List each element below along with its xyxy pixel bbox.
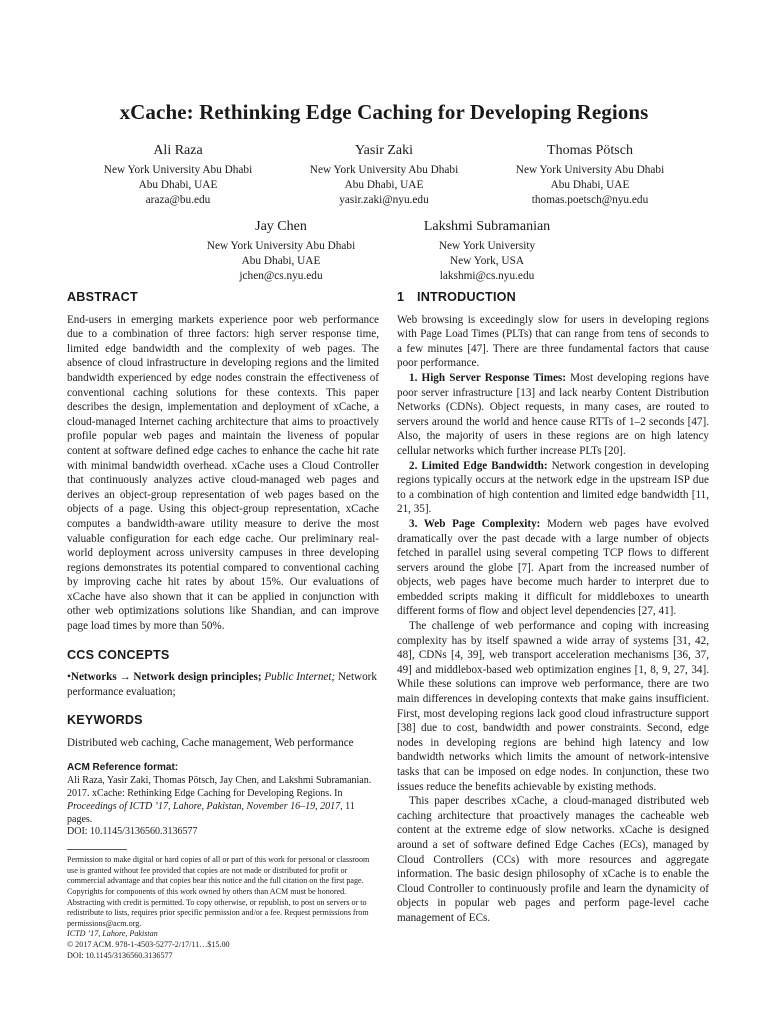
author-email[interactable]: thomas.poetsch@nyu.edu <box>531 194 649 207</box>
permission-venue: ICTD ’17, Lahore, Pakistan <box>67 929 158 939</box>
acm-ref-citation: Ali Raza, Yasir Zaki, Thomas Pötsch, Jay Chen, and Lakshmi Subramanian. 2017. xCache: Rethinking Edge Caching for Developing Regions. In <box>67 775 372 800</box>
factor-3-text: Modern web pages have evolved dramatically over the past decade with a large number of objects fetched in parallel using several competing TCP flows to different servers around the globe [7]. Apart from the increased number of objects, web pages have become much harder to interpret due to embedded scripts making it difficult for middleboxes to unearth different forms of flow and object level dependencies [27, 41]. <box>397 517 709 618</box>
author-affiliation: New York University Abu Dhabi <box>515 164 665 176</box>
ccs-italic: Public Internet; <box>264 671 336 684</box>
author-affiliation: New York University Abu Dhabi <box>103 164 253 176</box>
section-title: INTRODUCTION <box>417 290 516 304</box>
author-location: New York, USA <box>449 255 525 268</box>
author-location: Abu Dhabi, UAE <box>344 179 424 192</box>
factor-1-text: Most developing regions have poor server infrastructure [13] and lack nearby Content Distribution Networks (CDNs). Object requests, in many cases, are routed to servers around the world and hence cause RTTs of 1–2 seconds [47]. Also, the majority of users in these regions are on high latency cellular networks which further increase PLTs [20]. <box>397 371 709 457</box>
acm-ref-pages: 11 pages. <box>67 800 355 825</box>
author-block <box>68 142 288 209</box>
author-name: Lakshmi Subramanian <box>423 219 551 234</box>
footnote-rule <box>67 849 127 850</box>
intro-paragraph: The challenge of web performance and coping with increasing complexity has by itself spawned a wide array of systems [31, 42, 48], CDNs [4, 39], web transport acceleration mechanisms [36, 37, 49] and middlebox-based web optimization engines [1, 8, 9, 27, 34]. While these solutions can improve web performance, there are two main differences in developing contexts that make gains insufficient. First, most developing regions lack good cloud infrastructure support [38] due to cost, bandwidth and power constraints. Second, edge nodes in developing regions are behind high latency and low bandwidth networks which limits the amount of network-intensive tasks that can be imposed on edge nodes. In conjunction, these two issues reduce the benefits achievable by existing methods. <box>397 620 709 793</box>
author-block <box>480 142 700 209</box>
ccs-text <box>67 670 379 699</box>
author-affiliation: New York University Abu Dhabi <box>309 164 459 176</box>
left-column <box>67 290 379 961</box>
permission-doi[interactable]: DOI: 10.1145/3136560.3136577 <box>67 950 173 960</box>
keywords-heading: KEYWORDS <box>67 713 143 728</box>
author-location: Abu Dhabi, UAE <box>241 255 321 268</box>
author-block <box>171 218 391 285</box>
author-location: Abu Dhabi, UAE <box>550 179 630 192</box>
abstract-text: End-users in emerging markets experience poor web performance due to a combination of three factors: high server response time, limited edge bandwidth and the complexity of web pages. The absence of cloud infrastructure in developing regions and the limited bandwidth experienced by edge nodes constrain the effectiveness of conventional caching solutions for these contexts. This paper describes the design, implementation and deployment of xCache, a cloud-managed Internet caching architecture that aims to proactively profile popular web pages and maintain the liveness of popular content at software defined edge caches to enhance the cache hit rate with minimal bandwidth overhead. xCache uses a Cloud Controller that continuously analyzes active cloud-managed web pages and derives an object-group representation of web pages based on the objects of a page. Using this object-group representation, xCache computes a bandwidth-aware utility measure to derive the most valuable configuration for each edge cache. Our preliminary real-world deployment across university campuses in three developing regions demonstrates its potential compared to conventional caching by improving cache hit rates by about 15%. Our evaluations of xCache have also shown that it can be applied in conjunction with other web optimizations solutions like Shandian, and can improve page load times by more than 50%. <box>67 313 379 633</box>
intro-paragraph: This paper describes xCache, a cloud-managed distributed web caching architecture that proactively manages the cacheable web content at the extreme edge of slow networks. xCache is designed around a set of software defined Edge Caches (ECs), managed by Cloud Controllers (CCs) with more resources and aggregate information. The basic design philosophy of xCache is to enable the Cloud Controller to continuously profile and learn the dynamicity of objects in popular web pages and perform page-level cache management of ECs. <box>397 795 709 924</box>
permission-text: Permission to make digital or hard copies of all or part of this work for personal or classroom use is granted without fee provided that copies are not made or distributed for profit or commercial advantage and that copies bear this notice and the full citation on the first page. Copyrights for components of this work owned by others than ACM must be honored. Abstracting with credit is permitted. To copy otherwise, or republish, to post on servers or to redistribute to lists, requires prior specific permission and/or a fee. Request permissions from permissions@acm.org. <box>67 855 370 928</box>
ccs-bullet: • <box>67 671 71 684</box>
ccs-rest: Network performance evaluation; <box>67 671 377 698</box>
author-name: Yasir Zaki <box>354 143 414 158</box>
acm-ref-text <box>67 775 379 839</box>
author-name: Jay Chen <box>255 219 307 234</box>
author-email[interactable]: jchen@cs.nyu.edu <box>239 270 323 283</box>
intro-heading <box>397 290 709 305</box>
author-block <box>274 142 494 209</box>
factor-3-label: 3. Web Page Complexity: <box>409 517 541 530</box>
ccs-heading: CCS CONCEPTS <box>67 647 170 662</box>
abstract-heading: ABSTRACT <box>67 290 138 304</box>
factor-2-label: 2. Limited Edge Bandwidth: <box>409 459 548 472</box>
factor-2 <box>397 459 709 517</box>
acm-ref-heading: ACM Reference format: <box>67 761 179 773</box>
acm-ref-venue: Proceedings of ICTD ’17, Lahore, Pakistan, November 16–19, 2017, <box>67 800 343 812</box>
factor-1 <box>397 371 709 459</box>
keywords-text: Distributed web caching, Cache management, Web performance <box>67 737 354 750</box>
right-column <box>397 290 709 926</box>
section-number: 1 <box>397 290 405 304</box>
author-affiliation: New York University <box>438 240 536 252</box>
author-block <box>377 218 597 285</box>
author-email[interactable]: yasir.zaki@nyu.edu <box>339 194 429 207</box>
author-email[interactable]: lakshmi@cs.nyu.edu <box>439 270 535 283</box>
author-name: Ali Raza <box>153 143 203 158</box>
factor-1-label: 1. High Server Response Times: <box>409 371 566 384</box>
factor-2-text: Network congestion in developing regions typically occurs at the network edge in the upstream ISP due to a combination of high contention and limited edge bandwidth [11, 21, 35]. <box>397 459 709 516</box>
author-location: Abu Dhabi, UAE <box>138 179 218 192</box>
permission-copyright: © 2017 ACM. 978-1-4503-5277-2/17/11…$15.00 <box>67 939 230 949</box>
paper-title: xCache: Rethinking Edge Caching for Developing Regions <box>119 100 649 124</box>
factor-3 <box>397 517 709 619</box>
acm-ref-doi[interactable]: DOI: 10.1145/3136560.3136577 <box>67 826 198 838</box>
ccs-bold: Networks → Network design principles; <box>70 671 262 684</box>
author-email[interactable]: araza@bu.edu <box>145 194 211 207</box>
permission-footnote <box>67 849 379 961</box>
intro-paragraph: Web browsing is exceedingly slow for users in developing regions with Page Load Times (PLTs) that can range from tens of seconds to a few minutes [47]. There are three fundamental factors that cause poor performance. <box>397 313 709 370</box>
author-affiliation: New York University Abu Dhabi <box>206 240 356 252</box>
author-name: Thomas Pötsch <box>547 143 633 158</box>
